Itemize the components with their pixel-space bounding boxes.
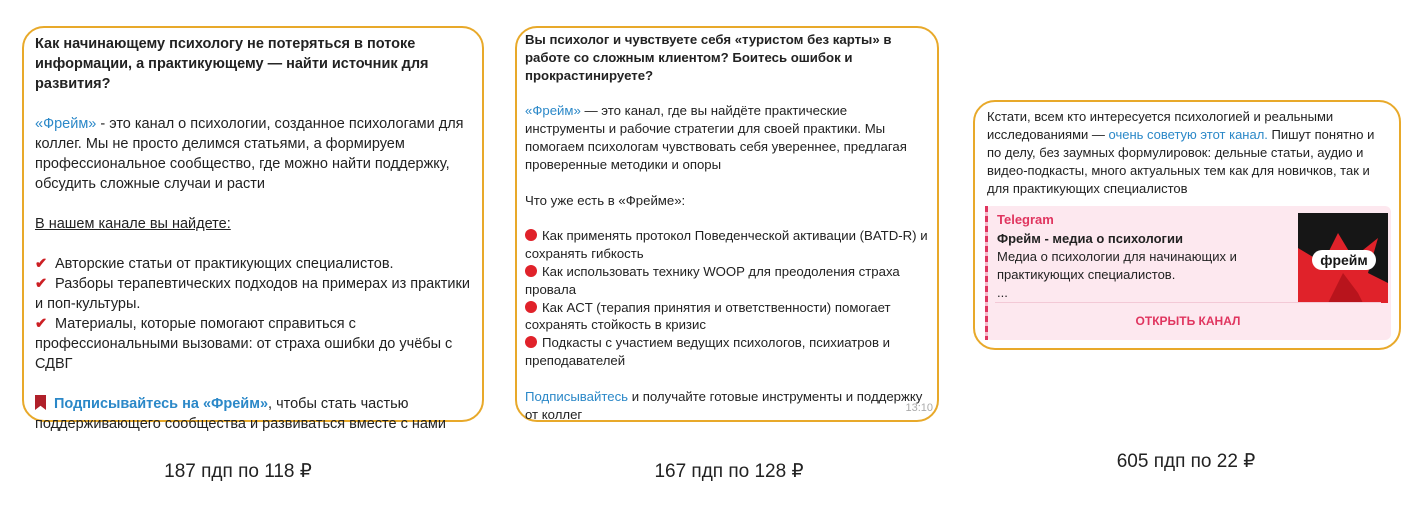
preview-title: Фрейм - медиа о психологии <box>997 231 1183 246</box>
subscribe-link[interactable]: Подписывайтесь на «Фрейм» <box>54 396 269 412</box>
channel-logo-graphic <box>1298 213 1388 303</box>
check-mark-icon: ✔ <box>35 276 48 292</box>
post-intro: «Фрейм» — это канал, где вы найдёте практические инструменты и рабочие стратегии для своей практики. Мы помогаем психологам чувствовать себя увереннее, предлагая проверенные методики и опоры <box>525 103 907 172</box>
list-title: Что уже есть в «Фрейме»: <box>525 192 686 208</box>
check-mark-icon: ✔ <box>35 256 48 272</box>
list-item: Как использовать технику WOOP для преодоления страха провала <box>525 263 900 297</box>
price-caption-3: 605 пдп по 22 ₽ <box>1116 451 1256 472</box>
check-mark-icon: ✔ <box>35 316 48 332</box>
post-heading: Вы психолог и чувствуете себя «туристом без карты» в работе со сложным клиентом? Боитесь ошибок и прокрастинируете? <box>525 32 892 83</box>
red-circle-icon <box>525 265 537 277</box>
preview-divider <box>995 302 1381 303</box>
bookmark-icon <box>35 395 46 410</box>
preview-description: Медиа о психологии для начинающих и практикующих специалистов. <box>997 249 1237 282</box>
channel-link[interactable]: «Фрейм» <box>35 116 97 132</box>
post-heading: Как начинающему психологу не потеряться в потоке информации, а практикующему — найти источник для развития? <box>35 36 429 92</box>
logo-text: фрейм <box>1320 252 1368 268</box>
channel-link[interactable]: «Фрейм» <box>525 103 581 119</box>
subscribe-link[interactable]: Подписывайтесь <box>525 388 629 404</box>
channel-logo <box>1298 213 1388 303</box>
channel-link[interactable]: очень советую этот канал. <box>1108 127 1268 142</box>
list-item: Подкасты с участием ведущих психологов, психиатров и преподавателей <box>525 335 890 368</box>
list-item: ✔ Авторские статьи от практикующих специалистов. <box>35 256 394 272</box>
list-item: Как применять протокол Поведенческой активации (BATD-R) и сохранять гибкость <box>525 228 928 262</box>
post-card-2 <box>515 26 939 422</box>
open-channel-button[interactable]: ОТКРЫТЬ КАНАЛ <box>1135 314 1241 328</box>
list-title: В нашем канале вы найдете: <box>35 216 231 232</box>
post-intro: «Фрейм» - это канал о психологии, созданное психологами для коллег. Мы не просто делимся статьями, а формируем профессиональное сообщество, где можно найти поддержку, обсудить сложные случаи и расти <box>35 116 464 192</box>
list-item: ✔ Разборы терапевтических подходов на примерах из практики и поп-культуры. <box>35 276 470 312</box>
post-card-3 <box>973 100 1401 350</box>
list-item: Как ACT (терапия принятия и ответственности) помогает сохранять стойкость в кризис <box>525 299 891 333</box>
red-circle-icon <box>525 336 537 348</box>
post-cta: Подписывайтесь и получайте готовые инструменты и поддержку от коллег <box>525 388 923 422</box>
price-caption-2: 167 пдп по 128 ₽ <box>654 461 804 482</box>
red-circle-icon <box>525 301 537 313</box>
post-card-1 <box>22 26 484 432</box>
message-time: 13:10 <box>905 402 933 415</box>
red-circle-icon <box>525 229 537 241</box>
post-text: Кстати, всем кто интересуется психологией и реальными исследованиями — очень советую этот канал. Пишут понятно и по делу, без заумных формулировок: дельные статьи, аудио и видео-подкасты, много актуальных тем как для новичков, так и для практикующих специалистов <box>987 109 1375 196</box>
link-preview[interactable] <box>985 206 1391 340</box>
list-item: ✔ Материалы, которые помогают справиться с профессиональными вызовами: от страха ошибки до учёбы с СДВГ <box>35 316 453 372</box>
preview-source: Telegram <box>997 212 1054 227</box>
post-cta: Подписывайтесь на «Фрейм», чтобы стать частью поддерживающего сообщества и развиваться вместе с нами <box>35 396 446 432</box>
price-caption-1: 187 пдп по 118 ₽ <box>164 461 312 482</box>
preview-ellipsis: ... <box>997 285 1008 300</box>
